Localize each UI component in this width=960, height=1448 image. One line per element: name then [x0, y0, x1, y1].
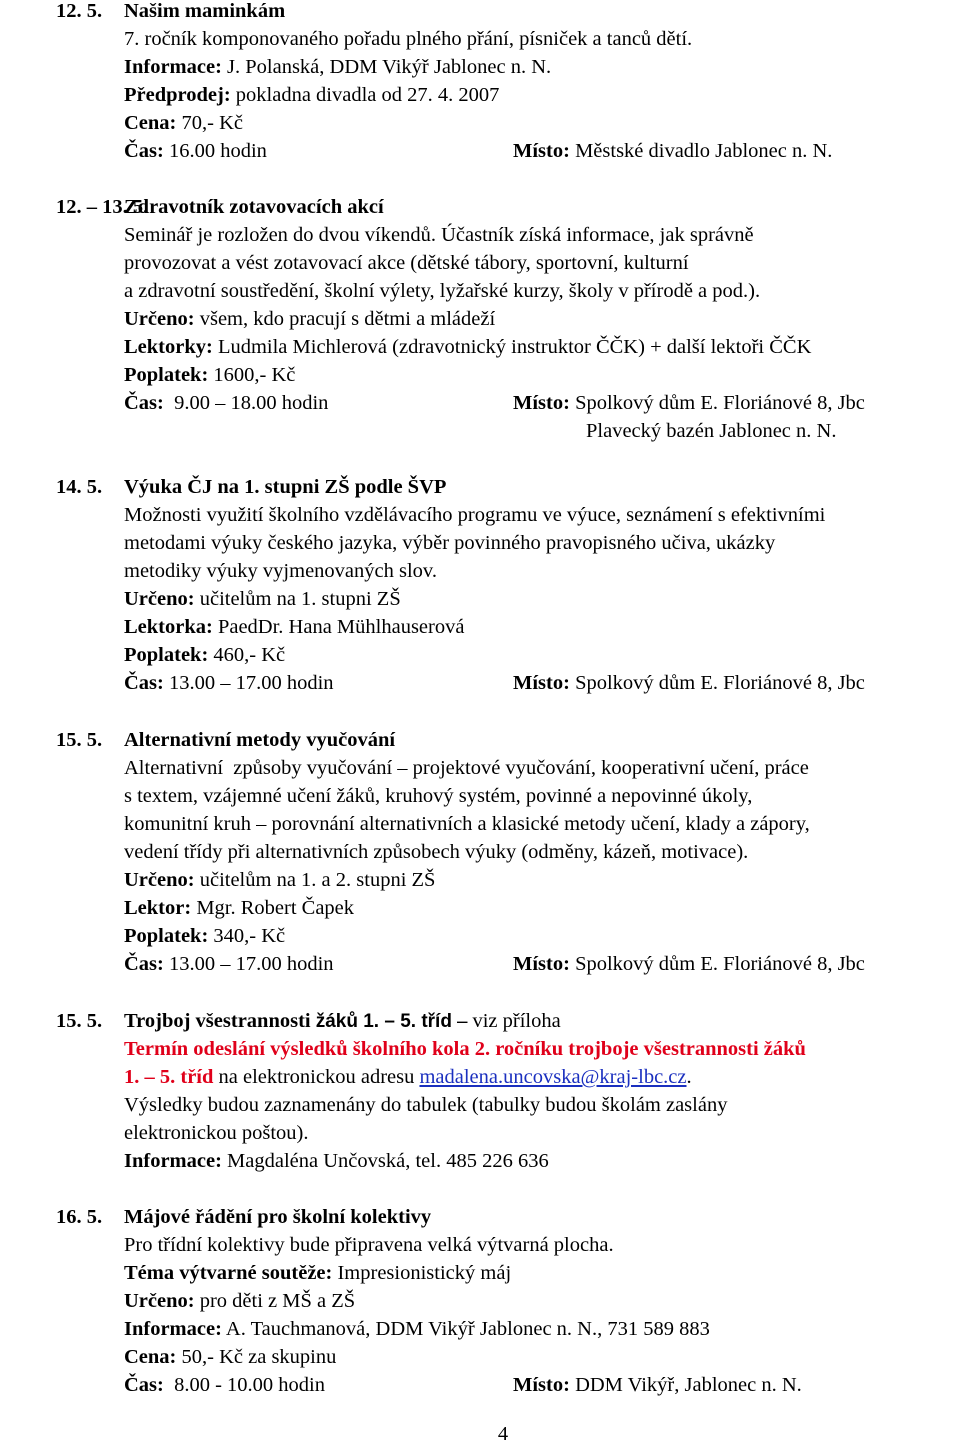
event-target-line [124, 866, 435, 894]
event-title-part-sans: žáků 1. – 5. tříd [315, 1011, 452, 1032]
event-info-line [124, 53, 551, 81]
event-date: 12. 5. [56, 0, 103, 22]
price-value: 70,- Kč [176, 112, 243, 134]
event-title [124, 1007, 561, 1036]
place-label: Místo: [513, 1374, 570, 1396]
target-label: Určeno: [124, 588, 195, 610]
event-majove-radeni [0, 1203, 960, 1399]
event-lecturer-line [124, 894, 354, 922]
time-value: 16.00 hodin [163, 140, 267, 162]
info-value: Magdaléna Unčovská, tel. 485 226 636 [221, 1150, 549, 1172]
event-fee-line [124, 641, 285, 669]
time-label: Čas: [124, 140, 164, 162]
page-number: 4 [497, 1423, 509, 1445]
info-label: Informace: [124, 1318, 222, 1340]
event-description-line: Alternativní způsoby vyučování – projektové vyučování, kooperativní učení, práce [124, 757, 809, 779]
event-date: 15. 5. [56, 729, 103, 751]
event-info-line [124, 1147, 549, 1175]
event-title: Alternativní metody vyučování [124, 729, 396, 751]
email-link[interactable]: madalena.uncovska@kraj-lbc.cz [419, 1066, 687, 1088]
lecturer-value: Ludmila Michlerová (zdravotnický instruktor ČČK) + další lektoři ČČK [212, 336, 812, 358]
time-label: Čas: [124, 1374, 164, 1396]
event-place-line-2: Plavecký bazén Jablonec n. N. [586, 420, 837, 442]
event-target-line [124, 585, 401, 613]
event-description: 7. ročník komponovaného pořadu plného přání, písniček a tanců dětí. [124, 28, 693, 50]
time-value: 9.00 – 18.00 hodin [163, 392, 329, 414]
deadline-notice-red: 1. – 5. tříd [124, 1066, 214, 1088]
event-description-line: a zdravotní soustředění, školní výlety, lyžařské kurzy, školy v přírodě a pod.). [124, 280, 761, 302]
target-label: Určeno: [124, 869, 195, 891]
info-value: J. Polanská, DDM Vikýř Jablonec n. N. [221, 56, 552, 78]
event-place-line [513, 1371, 802, 1399]
event-theme-line [124, 1259, 511, 1287]
event-date: 15. 5. [56, 1010, 103, 1032]
target-value: pro děti z MŠ a ZŠ [194, 1290, 356, 1312]
event-title-part: Trojboj všestrannosti [124, 1010, 316, 1032]
deadline-notice: Termín odeslání výsledků školního kola 2. ročníku trojboje všestrannosti žáků [124, 1038, 806, 1060]
target-value: učitelům na 1. stupni ZŠ [194, 588, 401, 610]
event-vyuka-cj [0, 473, 960, 697]
event-time-line [124, 137, 267, 165]
event-title: Zdravotník zotavovacích akcí [124, 196, 384, 218]
time-value: 13.00 – 17.00 hodin [163, 953, 334, 975]
event-description-line: metodiky výuky vyjmenovaných slov. [124, 560, 437, 582]
event-description-line: Výsledky budou zaznamenány do tabulek (tabulky budou školám zaslány [124, 1094, 728, 1116]
fee-value: 1600,- Kč [208, 364, 296, 386]
lecturer-value: PaedDr. Hana Mühlhauserová [212, 616, 465, 638]
time-label: Čas: [124, 392, 164, 414]
lecturer-label: Lektorky: [124, 336, 213, 358]
theme-value: Impresionistický máj [332, 1262, 512, 1284]
event-place-line [513, 950, 865, 978]
event-description-line: Možnosti využití školního vzdělávacího programu ve výuce, seznámení s efektivními [124, 504, 826, 526]
event-title-dash: – [451, 1010, 473, 1032]
time-value: 8.00 - 10.00 hodin [163, 1374, 326, 1396]
event-fee-line [124, 922, 285, 950]
place-value: Spolkový dům E. Floriánové 8, Jbc [569, 392, 865, 414]
presale-label: Předprodej: [124, 84, 231, 106]
target-label: Určeno: [124, 308, 195, 330]
lecturer-label: Lektorka: [124, 616, 213, 638]
target-value: učitelům na 1. a 2. stupni ZŠ [194, 869, 436, 891]
event-place-line [513, 389, 865, 417]
event-info-line [124, 1315, 710, 1343]
place-label: Místo: [513, 392, 570, 414]
place-value: Spolkový dům E. Floriánové 8, Jbc [569, 672, 865, 694]
info-label: Informace: [124, 56, 222, 78]
info-value: A. Tauchmanová, DDM Vikýř Jablonec n. N., 731 589 883 [221, 1318, 710, 1340]
event-title: Našim maminkám [124, 0, 286, 22]
price-value: 50,- Kč za skupinu [176, 1346, 337, 1368]
event-title-note: viz příloha [472, 1010, 561, 1032]
event-date: 12. – 13. 5. [56, 196, 149, 218]
event-description-line: elektronickou poštou). [124, 1122, 309, 1144]
event-presale-line [124, 81, 499, 109]
event-nasim-maminkam [0, 0, 960, 165]
place-label: Místo: [513, 953, 570, 975]
event-target-line [124, 1287, 355, 1315]
lecturer-label: Lektor: [124, 897, 192, 919]
price-label: Cena: [124, 1346, 177, 1368]
event-description: Pro třídní kolektivy bude připravena velká výtvarná plocha. [124, 1234, 614, 1256]
event-alternativni-metody [0, 726, 960, 978]
presale-value: pokladna divadla od 27. 4. 2007 [230, 84, 500, 106]
target-value: všem, kdo pracují s dětmi a mládeží [194, 308, 496, 330]
event-zdravotnik [0, 193, 960, 445]
fee-value: 460,- Kč [208, 644, 286, 666]
fee-label: Poplatek: [124, 644, 209, 666]
lecturer-value: Mgr. Robert Čapek [191, 897, 355, 919]
event-description-line: vedení třídy při alternativních způsobech výuky (odměny, kázeň, motivace). [124, 841, 749, 863]
fee-label: Poplatek: [124, 925, 209, 947]
event-fee-line [124, 361, 295, 389]
time-label: Čas: [124, 953, 164, 975]
place-value: Spolkový dům E. Floriánové 8, Jbc [569, 953, 865, 975]
event-time-line [124, 950, 334, 978]
event-description-line: komunitní kruh – porovnání alternativních a klasické metody učení, klady a zápory, [124, 813, 810, 835]
fee-value: 340,- Kč [208, 925, 286, 947]
event-target-line [124, 305, 495, 333]
place-value: DDM Vikýř, Jablonec n. N. [569, 1374, 802, 1396]
event-lecturer-line [124, 613, 464, 641]
event-time-line [124, 669, 334, 697]
price-label: Cena: [124, 112, 177, 134]
event-description-line: Seminář je rozložen do dvou víkendů. Účastník získá informace, jak správně [124, 224, 754, 246]
theme-label: Téma výtvarné soutěže: [124, 1262, 333, 1284]
event-place-line [513, 137, 832, 165]
deadline-notice-text: na elektronickou adresu [213, 1066, 420, 1088]
event-time-line [124, 389, 328, 417]
event-description-line: metodami výuky českého jazyka, výběr povinného pravopisného učiva, ukázky [124, 532, 776, 554]
event-place-line [513, 669, 865, 697]
event-description-line: s textem, vzájemné učení žáků, kruhový systém, povinné a nepovinné úkoly, [124, 785, 753, 807]
fee-label: Poplatek: [124, 364, 209, 386]
event-title: Výuka ČJ na 1. stupni ZŠ podle ŠVP [124, 476, 447, 498]
target-label: Určeno: [124, 1290, 195, 1312]
deadline-notice-cont [124, 1063, 692, 1091]
event-price-line [124, 109, 243, 137]
event-trojboj [0, 1007, 960, 1175]
event-title: Májové řádění pro školní kolektivy [124, 1206, 432, 1228]
time-label: Čas: [124, 672, 164, 694]
event-price-line [124, 1343, 336, 1371]
event-description-line: provozovat a vést zotavovací akce (dětské tábory, sportovní, kulturní [124, 252, 689, 274]
place-label: Místo: [513, 140, 570, 162]
event-lecturer-line [124, 333, 811, 361]
info-label: Informace: [124, 1150, 222, 1172]
place-label: Místo: [513, 672, 570, 694]
time-value: 13.00 – 17.00 hodin [163, 672, 334, 694]
email-end: . [686, 1066, 692, 1088]
event-date: 16. 5. [56, 1206, 103, 1228]
place-value: Městské divadlo Jablonec n. N. [569, 140, 833, 162]
event-date: 14. 5. [56, 476, 103, 498]
event-time-line [124, 1371, 325, 1399]
